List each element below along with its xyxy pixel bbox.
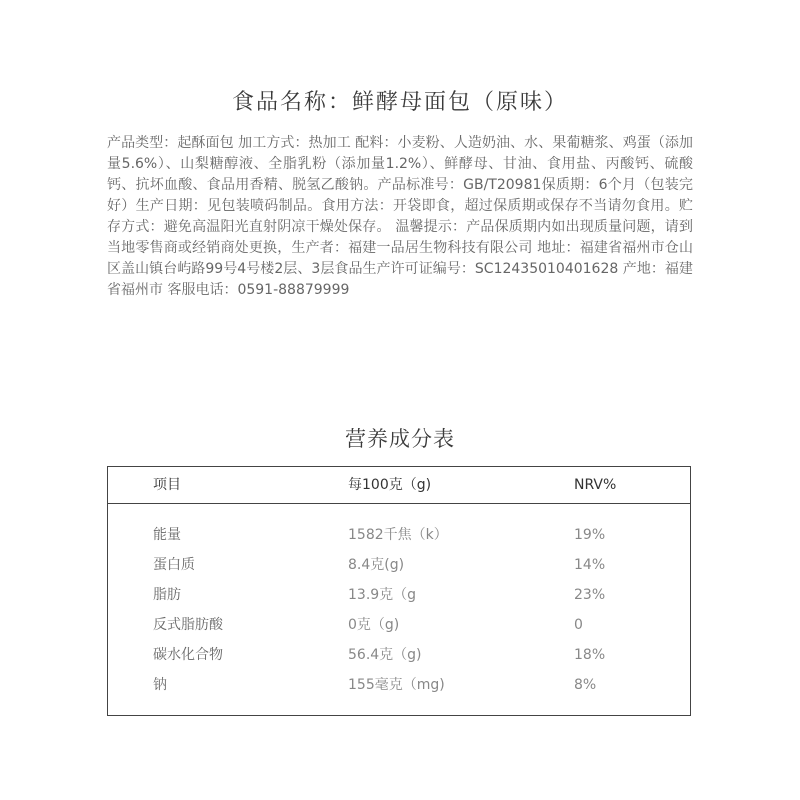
header-per100g: 每100克（g) [348,477,432,493]
row-sodium-nrv: 8% [574,677,597,693]
row-protein-name: 蛋白质 [153,557,195,573]
row-fat-nrv: 23% [574,587,606,603]
row-carbohydrate-name: 碳水化合物 [153,647,223,663]
table-header-row [108,467,690,504]
row-trans-fat-name: 反式脂肪酸 [153,617,223,633]
row-energy-nrv: 19% [574,527,606,543]
nutrition-table [107,466,691,716]
nutrition-table-title: 营养成分表 [345,427,455,451]
row-trans-fat-nrv: 0 [574,617,583,633]
row-fat-name: 脂肪 [153,587,181,603]
header-nrv: NRV% [574,477,617,493]
row-protein-value: 8.4克(g) [348,557,405,573]
header-item: 项目 [153,477,181,493]
row-carbohydrate-value: 56.4克（g) [348,647,422,663]
row-energy-value: 1582千焦（k） [348,527,448,543]
product-name-title: 食品名称：鲜酵母面包（原味） [231,90,568,115]
row-fat-value: 13.9克（g [348,587,417,603]
row-trans-fat-value: 0克（g) [348,617,400,633]
row-sodium-value: 155毫克（mg) [348,677,445,693]
product-description: 产品类型：起酥面包 加工方式：热加工 配料：小麦粉、人造奶油、水、果葡糖浆、鸡蛋（添加量5.6%）、山梨糖醇液、全脂乳粉（添加量1.2%）、鲜酵母、甘油、食用盐、丙酸钙、硫酸钙、抗坏血酸、食品用香精、脱氢乙酸钠。产品标准号：GB/T20981保质期：6个月（包装完好）生产日期：见包装喷码制品。食用方法：开袋即食，超过保质期或保存不当请勿食用。贮存方式：避免高温阳光直射阴凉干燥处保存。 温馨提示：产品保质期内如出现质量问题，请到当地零售商或经销商处更换，生产者：福建一品居生物科技有限公司 地址：福建省福州市仓山区盖山镇台屿路99号4号楼2层、3层食品生产许可证编号：SC12435010401628 产地：福建省福州市 客服电话：0591-88879999 [107,135,693,298]
row-carbohydrate-nrv: 18% [574,647,606,663]
row-protein-nrv: 14% [574,557,606,573]
row-sodium-name: 钠 [153,677,167,693]
row-energy-name: 能量 [153,527,181,543]
